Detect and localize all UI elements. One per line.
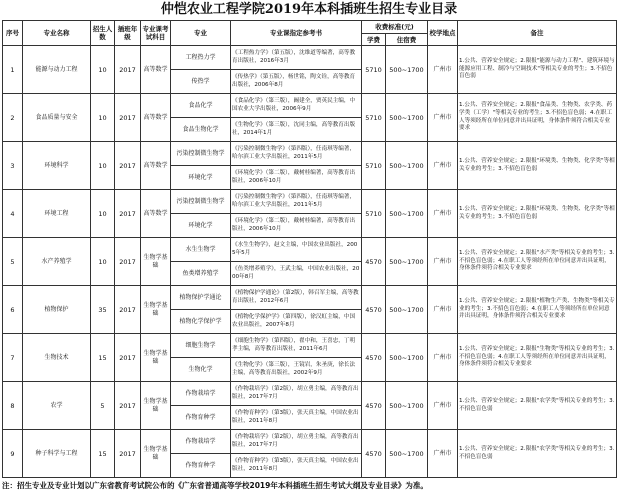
cell-seq: 6 [3, 286, 23, 334]
cell-seq: 3 [3, 142, 23, 190]
cell-remark: 1.公共、营养安全规定；2.限报"环境类、生物类、化学类"等相关专业的考生；3.不招色盲色弱 [458, 142, 617, 190]
cell-exam-subject: 高等数学 [141, 190, 171, 238]
cell-reference: 《生物化学》（第三版），沈同主编，高等教育出版社，2014年1月 [231, 118, 362, 142]
header-fee: 收费标准(元) [362, 21, 428, 34]
cell-grade: 2017 [115, 382, 141, 430]
cell-course: 作物育种学 [171, 406, 231, 430]
header-grade: 插班年级 [115, 21, 141, 46]
cell-reference: 《污染控制微生物学》（第四版），任南琪等编著，哈尔滨工业大学出版社，2011年5月 [231, 142, 362, 166]
cell-major: 生物技术 [23, 334, 91, 382]
cell-remark: 1.公共、营养安全规定；2.限报"农学类"等相关专业的考生；3.不招色盲色弱 [458, 430, 617, 478]
cell-lodging: 500~1700 [386, 238, 428, 286]
cell-seq: 7 [3, 334, 23, 382]
table-row [3, 334, 617, 358]
cell-tuition: 4570 [362, 286, 386, 334]
cell-exam-subject: 生物学基础 [141, 382, 171, 430]
cell-reference: 《水生生物学》，赵文主编，中国农业出版社，2005年5月 [231, 238, 362, 262]
cell-exam-subject: 高等数学 [141, 94, 171, 142]
cell-seq: 5 [3, 238, 23, 286]
cell-exam-subject: 生物学基础 [141, 430, 171, 478]
cell-reference: 《食品化学》（第三版），阚建全，贾英民主编，中国农业大学出版社，2006年9月 [231, 94, 362, 118]
cell-seq: 9 [3, 430, 23, 478]
cell-plan: 10 [91, 94, 115, 142]
cell-lodging: 500~1700 [386, 430, 428, 478]
cell-tuition: 4570 [362, 430, 386, 478]
cell-remark: 1.公共、营养安全规定；2.限报"植物生产类、生物类"等相关专业的考生；3.不招色盲色弱；4.在职工人等须经所在单位同意并出具证明，身体条件须符合相关专业要求 [458, 286, 617, 334]
cell-tuition: 5710 [362, 46, 386, 94]
cell-major: 食品质量与安全 [23, 94, 91, 142]
cell-remark: 1.公共、营养安全规定；2.限报"生物类"等相关专业的考生；3.不招色盲色弱；4.在职工人等须经所在单位同意并出具证明，身体条件须符合相关专业要求 [458, 334, 617, 382]
cell-location: 广州市 [428, 286, 458, 334]
header-location: 校学地点 [428, 21, 458, 46]
cell-plan: 5 [91, 382, 115, 430]
cell-grade: 2017 [115, 334, 141, 382]
cell-course: 污染控制微生物学 [171, 190, 231, 214]
cell-remark: 1.公共、营养安全规定；2.限报"环境类、生物类、化学类"等相关专业的考生；3.不招色盲色弱 [458, 190, 617, 238]
header-seq: 序号 [3, 21, 23, 46]
cell-reference: 《环境化学》（第二版），戴树桂编著，高等教育出版社，2006年10月 [231, 166, 362, 190]
table-row [3, 190, 617, 214]
cell-grade: 2017 [115, 94, 141, 142]
cell-course: 环境化学 [171, 166, 231, 190]
cell-grade: 2017 [115, 190, 141, 238]
table-row [3, 286, 617, 310]
major-catalog-table [2, 20, 617, 478]
cell-lodging: 500~1700 [386, 382, 428, 430]
cell-major: 种子科学与工程 [23, 430, 91, 478]
cell-course: 食品化学 [171, 94, 231, 118]
table-row [3, 430, 617, 454]
cell-reference: 《细胞生物学》（第四版），翟中和，王喜忠，丁明孝主编，高等教育出版社，2011年6月 [231, 334, 362, 358]
cell-grade: 2017 [115, 238, 141, 286]
cell-course: 环境化学 [171, 214, 231, 238]
cell-exam-subject: 高等数学 [141, 46, 171, 94]
cell-seq: 1 [3, 46, 23, 94]
cell-major: 环境工程 [23, 190, 91, 238]
cell-exam-subject: 生物学基础 [141, 286, 171, 334]
cell-location: 广州市 [428, 382, 458, 430]
cell-reference: 《传热学》（第五版），杨世铭，陶文铨，高等教育出版社，2006年8月 [231, 70, 362, 94]
cell-remark: 1.公共、营养安全规定；2.限报"农学类"等相关专业的考生；3.不招色盲色弱 [458, 382, 617, 430]
cell-remark: 1.公共、营养安全规定；2.限报"水产类"等相关专业的考生；3.不招色盲色弱；4.在职工人等须经所在单位同意并出具证明，身体条件须符合相关专业要求 [458, 238, 617, 286]
cell-major: 植物保护 [23, 286, 91, 334]
cell-reference: 《作物育种学》（第3版），张天真主编，中国农业出版社，2011年8月 [231, 406, 362, 430]
cell-location: 广州市 [428, 334, 458, 382]
cell-major: 水产养殖学 [23, 238, 91, 286]
cell-tuition: 5710 [362, 190, 386, 238]
cell-lodging: 500~1700 [386, 94, 428, 142]
cell-plan: 10 [91, 190, 115, 238]
cell-grade: 2017 [115, 46, 141, 94]
footnote: 注：招生专业及专业计划以广东省教育考试院公布的《广东省普通高等学校2019年本科插班生招生考试大纲及专业目录》为准。 [2, 481, 428, 490]
cell-course: 作物栽培学 [171, 382, 231, 406]
cell-seq: 2 [3, 94, 23, 142]
cell-course: 工程热力学 [171, 46, 231, 70]
cell-remark: 1.公共、营养安全规定；2.限报"食品类、生物类、农学类、药学类（工学）"等相关专业的考生；3.不招色盲色弱；4.在职工人等须经所在单位同意并出具证明，身体条件须符合相关专业要求 [458, 94, 617, 142]
cell-reference: 《生物化学》（第三版），王镜岩，朱圣庚，徐长法主编，高等教育出版社，2002年9月 [231, 358, 362, 382]
header-lodging: 住宿费 [386, 34, 428, 46]
cell-lodging: 500~1700 [386, 334, 428, 382]
cell-plan: 15 [91, 334, 115, 382]
cell-course: 植物保护学通论 [171, 286, 231, 310]
cell-grade: 2017 [115, 286, 141, 334]
header-remark: 备注 [458, 21, 617, 46]
header-tuition: 学费 [362, 34, 386, 46]
cell-reference: 《作物栽培学》（第2版），胡立勇主编，高等教育出版社，2017年7月 [231, 382, 362, 406]
cell-course: 生物化学 [171, 358, 231, 382]
table-body [3, 46, 617, 478]
table-row [3, 238, 617, 262]
cell-seq: 8 [3, 382, 23, 430]
cell-exam-subject: 高等数学 [141, 142, 171, 190]
cell-exam-subject: 生物学基础 [141, 238, 171, 286]
cell-reference: 《工程热力学》（第五版），沈维道等编著，高等教育出版社，2016年3月 [231, 46, 362, 70]
cell-lodging: 500~1700 [386, 142, 428, 190]
cell-lodging: 500~1700 [386, 46, 428, 94]
table-row [3, 46, 617, 70]
cell-location: 广州市 [428, 190, 458, 238]
cell-location: 广州市 [428, 142, 458, 190]
cell-plan: 10 [91, 46, 115, 94]
cell-course: 作物栽培学 [171, 430, 231, 454]
cell-course: 食品生物化学 [171, 118, 231, 142]
cell-lodging: 500~1700 [386, 190, 428, 238]
cell-plan: 10 [91, 142, 115, 190]
cell-reference: 《作物育种学》（第3版），张天真主编，中国农业出版社，2011年8月 [231, 454, 362, 478]
cell-plan: 10 [91, 238, 115, 286]
cell-seq: 4 [3, 190, 23, 238]
cell-course: 作物育种学 [171, 454, 231, 478]
table-row [3, 142, 617, 166]
cell-reference: 《污染控制微生物学》（第四版），任南琪等编著，哈尔滨工业大学出版社，2011年5月 [231, 190, 362, 214]
cell-location: 广州市 [428, 46, 458, 94]
cell-reference: 《植物保护学通论》（第2版），韩召军主编，高等教育出版社，2012年6月 [231, 286, 362, 310]
cell-location: 广州市 [428, 238, 458, 286]
table-row [3, 382, 617, 406]
cell-reference: 《环境化学》（第二版），戴树桂编著，高等教育出版社，2006年10月 [231, 214, 362, 238]
cell-course: 细胞生物学 [171, 334, 231, 358]
cell-grade: 2017 [115, 430, 141, 478]
header-reference: 专业课指定参考书 [231, 21, 362, 46]
cell-location: 广州市 [428, 430, 458, 478]
cell-reference: 《鱼类增养殖学》，王武主编，中国农业出版社，2000年8月 [231, 262, 362, 286]
cell-remark: 1.公共、营养安全规定；2.限报"能源与动力工程"、建筑环境与能源应用工程、制冷与空调技术"等相关专业的考生；3.不招色盲色弱 [458, 46, 617, 94]
cell-lodging: 500~1700 [386, 286, 428, 334]
cell-course: 植物化学保护学 [171, 310, 231, 334]
cell-location: 广州市 [428, 94, 458, 142]
cell-tuition: 4570 [362, 238, 386, 286]
cell-major: 环境科学 [23, 142, 91, 190]
table-row [3, 94, 617, 118]
cell-tuition: 4570 [362, 382, 386, 430]
cell-course: 水生生物学 [171, 238, 231, 262]
header-major: 专业名称 [23, 21, 91, 46]
cell-plan: 15 [91, 430, 115, 478]
cell-course: 鱼类增养殖学 [171, 262, 231, 286]
cell-plan: 35 [91, 286, 115, 334]
header-exam-subject: 专业课考试科目 [141, 21, 171, 46]
page-title: 仲恺农业工程学院2019年本科插班生招生专业目录 [160, 2, 458, 17]
cell-tuition: 4570 [362, 334, 386, 382]
cell-grade: 2017 [115, 142, 141, 190]
cell-tuition: 5710 [362, 94, 386, 142]
cell-reference: 《作物栽培学》（第2版），胡立勇主编，高等教育出版社，2017年7月 [231, 430, 362, 454]
cell-reference: 《植物化学保护学》（第四版），徐汉虹主编，中国农业出版社，2007年8月 [231, 310, 362, 334]
header-course: 专业 [171, 21, 231, 46]
header-plan: 招生人数 [91, 21, 115, 46]
table-header-row [3, 21, 617, 34]
cell-course: 污染控制微生物学 [171, 142, 231, 166]
cell-tuition: 5710 [362, 142, 386, 190]
cell-major: 能源与动力工程 [23, 46, 91, 94]
cell-exam-subject: 生物学基础 [141, 334, 171, 382]
cell-course: 传热学 [171, 70, 231, 94]
cell-major: 农学 [23, 382, 91, 430]
